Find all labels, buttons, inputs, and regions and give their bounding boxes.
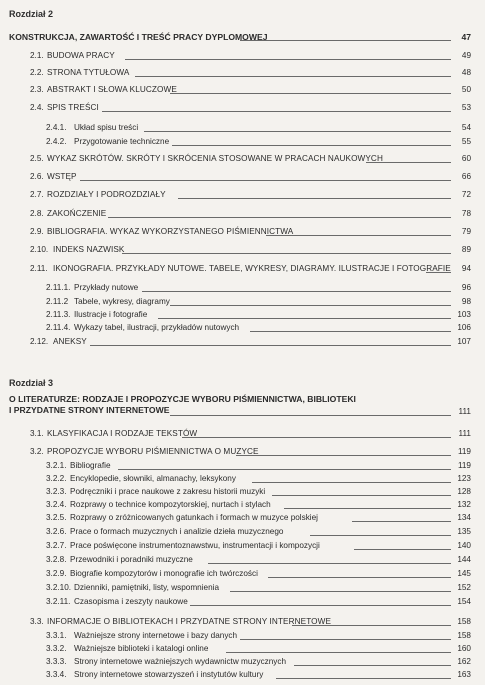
toc-entry-text: WSTĘP [47, 172, 77, 181]
dot-leader [250, 331, 451, 332]
toc-entry-number: 2.11.1. [46, 283, 71, 292]
toc-entry-3-3-4[interactable] [0, 669, 485, 681]
toc-entry-3-3-2[interactable] [0, 643, 485, 655]
toc-entry-2-4[interactable] [0, 102, 485, 114]
toc-entry-3-2-5[interactable] [0, 512, 485, 524]
toc-page-number: 111 [458, 407, 471, 416]
toc-entry-3-2-8[interactable] [0, 554, 485, 566]
toc-entry-2-10[interactable] [0, 244, 485, 256]
dot-leader [252, 482, 451, 483]
toc-entry-text: Układ spisu treści [74, 123, 139, 132]
dot-leader [144, 131, 451, 132]
toc-entry-number: 2.4.1. [46, 123, 67, 132]
dot-leader [118, 469, 451, 470]
toc-entry-text: Tabele, wykresy, diagramy [74, 297, 170, 306]
dot-leader [284, 508, 451, 509]
dot-leader [366, 162, 451, 163]
toc-page-number: 78 [461, 209, 471, 218]
toc-entry-2-8[interactable] [0, 208, 485, 220]
toc-page-number: 49 [461, 51, 471, 60]
toc-entry-number: 2.2. [30, 68, 44, 77]
toc-entry-number: 3.2.11. [46, 597, 71, 606]
toc-entry-number: 2.12. [30, 337, 49, 346]
toc-entry-number: 2.7. [30, 190, 44, 199]
dot-leader [190, 605, 451, 606]
toc-page-number: 158 [457, 617, 471, 626]
toc-entry-2-11-3[interactable] [0, 309, 485, 321]
dot-leader [354, 549, 451, 550]
toc-page-number: 94 [461, 264, 471, 273]
toc-entry-2-12[interactable] [0, 336, 485, 348]
toc-page-number: 144 [457, 555, 471, 564]
toc-page-number: 152 [457, 583, 471, 592]
toc-entry-text: INDEKS NAZWISK [53, 245, 125, 254]
toc-page-number: 106 [457, 323, 471, 332]
toc-entry-3-2-10[interactable] [0, 582, 485, 594]
toc-page-number: 107 [457, 337, 471, 346]
toc-page-number: 158 [457, 631, 471, 640]
dot-leader [80, 180, 451, 181]
toc-entry-number: 2.10. [30, 245, 49, 254]
toc-page-number: 140 [457, 541, 471, 550]
toc-entry-2-11-4[interactable] [0, 322, 485, 334]
dot-leader [266, 235, 451, 236]
toc-entry-2-2[interactable] [0, 67, 485, 79]
toc-entry-3-2-1[interactable] [0, 460, 485, 472]
toc-entry-number: 2.11. [30, 264, 48, 273]
toc-page-number: 134 [457, 513, 471, 522]
dot-leader [142, 291, 451, 292]
toc-entry-3-3-1[interactable] [0, 630, 485, 642]
toc-entry-text: ZAKOŃCZENIE [47, 209, 107, 218]
dot-leader [226, 652, 451, 653]
dot-leader [240, 639, 451, 640]
dot-leader [135, 76, 451, 77]
dot-leader [102, 111, 451, 112]
dot-leader [310, 535, 451, 536]
toc-entry-number: 2.4.2. [46, 137, 67, 146]
toc-entry-chapter-3-title[interactable] [0, 394, 485, 418]
toc-entry-text: Przykłady nutowe [74, 283, 139, 292]
dot-leader [240, 40, 451, 41]
dot-leader [170, 93, 451, 94]
dot-leader [170, 415, 451, 416]
toc-entry-number: 3.3. [30, 617, 44, 626]
toc-entry-text: Wykazy tabel, ilustracji, przykładów nutowych [74, 323, 240, 332]
toc-entry-number: 3.2.2. [46, 474, 67, 483]
dot-leader [158, 318, 451, 319]
toc-entry-text: ANEKSY [53, 337, 87, 346]
toc-entry-number: 2.11.4. [46, 323, 71, 332]
toc-entry-text: WYKAZ SKRÓTÓW. SKRÓTY I SKRÓCENIA STOSOWANE W PRACACH NAUKOWYCH [47, 154, 383, 163]
toc-entry-text: Biografie kompozytorów i monografie ich twórczości [70, 569, 258, 578]
toc-entry-number: 3.2. [30, 447, 44, 456]
toc-entry-number: 3.2.4. [46, 500, 67, 509]
toc-page-number: 154 [457, 597, 471, 606]
toc-entry-number: 3.2.6. [46, 527, 67, 536]
toc-entry-2-7[interactable] [0, 189, 485, 201]
toc-entry-3-1[interactable] [0, 428, 485, 440]
toc-entry-number: 2.9. [30, 227, 44, 236]
toc-page-number: 72 [461, 190, 471, 199]
toc-page-number: 128 [457, 487, 471, 496]
toc-entry-number: 2.1. [30, 51, 44, 60]
toc-entry-text: Podręczniki i prace naukowe z zakresu historii muzyki [70, 487, 266, 496]
toc-entry-number: 2.8. [30, 209, 44, 218]
toc-entry-text: Rozprawy o technice kompozytorskiej, nurtach i stylach [70, 500, 271, 509]
toc-entry-number: 3.3.3. [46, 657, 67, 666]
toc-entry-2-11-2[interactable] [0, 296, 485, 308]
toc-page-number: 119 [457, 447, 471, 456]
toc-entry-2-11-1[interactable] [0, 282, 485, 294]
toc-entry-number: 2.6. [30, 172, 44, 181]
toc-entry-3-3[interactable] [0, 616, 485, 628]
toc-entry-3-2-9[interactable] [0, 568, 485, 580]
toc-entry-3-2-11[interactable] [0, 596, 485, 608]
toc-entry-3-2[interactable] [0, 446, 485, 458]
toc-entry-text: Ważniejsze biblioteki i katalogi online [74, 644, 209, 653]
toc-entry-number: 3.3.2. [46, 644, 67, 653]
toc-page-number: 53 [461, 103, 471, 112]
toc-page-number: 123 [457, 474, 471, 483]
chapter-2-heading: Rozdział 2 [9, 9, 54, 19]
toc-page-number: 119 [457, 461, 471, 470]
toc-entry-3-2-7[interactable] [0, 540, 485, 552]
dot-leader [170, 305, 451, 306]
toc-entry-number: 3.3.4. [46, 670, 67, 679]
dot-leader [276, 678, 451, 679]
toc-page-number: 135 [457, 527, 471, 536]
toc-entry-text: Czasopisma i zeszyty naukowe [74, 597, 188, 606]
toc-entry-number: 3.1. [30, 429, 44, 438]
toc-page-number: 50 [461, 85, 471, 94]
toc-entry-2-4-1[interactable] [0, 122, 485, 134]
toc-entry-3-2-6[interactable] [0, 526, 485, 538]
dot-leader [125, 59, 451, 60]
toc-page-number: 111 [458, 429, 471, 438]
toc-page-number: 145 [457, 569, 471, 578]
toc-entry-text: BUDOWA PRACY [47, 51, 115, 60]
dot-leader [292, 625, 451, 626]
toc-entry-text: Bibliografie [70, 461, 111, 470]
toc-entry-text: Przygotowanie techniczne [74, 137, 170, 146]
toc-page-number: 54 [461, 123, 471, 132]
toc-page-number: 55 [461, 137, 471, 146]
toc-entry-3-2-3[interactable] [0, 486, 485, 498]
toc-entry-text: INFORMACJE O BIBLIOTEKACH I PRZYDATNE STRONY INTERNETOWE [47, 617, 332, 626]
toc-entry-text: PROPOZYCJE WYBORU PIŚMIENNICTWA O MUZYCE [47, 447, 259, 456]
toc-entry-number: 3.2.1. [46, 461, 67, 470]
toc-entry-text: IKONOGRAFIA. PRZYKŁADY NUTOWE. TABELE, WYKRESY, DIAGRAMY. ILUSTRACJE I FOTOGRAFIE [53, 264, 451, 273]
dot-leader [268, 577, 451, 578]
toc-entry-number: 2.11.3. [46, 310, 71, 319]
toc-entry-text: Przewodniki i poradniki muzyczne [70, 555, 193, 564]
toc-entry-chapter-2-title[interactable] [0, 31, 485, 43]
toc-entry-text: Ilustracje i fotografie [74, 310, 148, 319]
toc-page-number: 162 [457, 657, 471, 666]
toc-entry-3-2-2[interactable] [0, 473, 485, 485]
dot-leader [272, 495, 451, 496]
toc-entry-number: 3.2.5. [46, 513, 67, 522]
toc-entry-text: Strony internetowe ważniejszych wydawnictw muzycznych [74, 657, 287, 666]
toc-entry-text: ABSTRAKT I SŁOWA KLUCZOWE [47, 85, 177, 94]
dot-leader [182, 437, 451, 438]
toc-entry-text-line-1: O LITERATURZE: RODZAJE I PROPOZYCJE WYBORU PIŚMIENNICTWA, BIBLIOTEKI [9, 394, 356, 404]
toc-entry-text-line-2: I PRZYDATNE STRONY INTERNETOWE [9, 405, 170, 415]
toc-entry-number: 2.4. [30, 103, 44, 112]
toc-entry-2-11[interactable] [0, 263, 485, 275]
toc-page-number: 96 [461, 283, 471, 292]
dot-leader [208, 563, 451, 564]
dot-leader [426, 272, 451, 273]
toc-entry-number: 2.5. [30, 154, 44, 163]
dot-leader [294, 665, 451, 666]
toc-page-number: 79 [461, 227, 471, 236]
toc-page-number: 47 [461, 32, 471, 42]
toc-entry-text: KONSTRUKCJA, ZAWARTOŚĆ I TREŚĆ PRACY DYPLOMOWEJ [9, 32, 268, 42]
toc-entry-text: ROZDZIAŁY I PODROZDZIAŁY [47, 190, 166, 199]
toc-page-number: 132 [457, 500, 471, 509]
toc-entry-2-6[interactable] [0, 171, 485, 183]
toc-entry-3-3-3[interactable] [0, 656, 485, 668]
toc-entry-text: Strony internetowe stowarzyszeń i instytutów kultury [74, 670, 264, 679]
toc-entry-2-5[interactable] [0, 153, 485, 165]
toc-entry-text: Rozprawy o zróżnicowanych gatunkach i formach w muzyce polskiej [70, 513, 319, 522]
toc-entry-number: 2.3. [30, 85, 44, 94]
dot-leader [236, 455, 451, 456]
dot-leader [108, 217, 451, 218]
toc-page-number: 89 [461, 245, 471, 254]
toc-entry-text: Dzienniki, pamiętniki, listy, wspomnienia [74, 583, 220, 592]
toc-page-number: 103 [457, 310, 471, 319]
toc-page-number: 66 [461, 172, 471, 181]
dot-leader [178, 198, 451, 199]
toc-entry-2-3[interactable] [0, 84, 485, 96]
toc-entry-number: 3.2.7. [46, 541, 67, 550]
toc-entry-text: KLASYFIKACJA I RODZAJE TEKSTÓW [47, 429, 198, 438]
toc-entry-number: 3.3.1. [46, 631, 67, 640]
toc-entry-2-4-2[interactable] [0, 136, 485, 148]
toc-entry-text: Prace poświęcone instrumentoznawstwu, instrumentacji i kompozycji [70, 541, 320, 550]
toc-page-number: 163 [457, 670, 471, 679]
dot-leader [90, 345, 451, 346]
toc-entry-number: 3.2.8. [46, 555, 67, 564]
dot-leader [230, 591, 451, 592]
toc-entry-number: 2.11.2 [46, 297, 69, 306]
toc-entry-number: 3.2.3. [46, 487, 67, 496]
toc-entry-2-9[interactable] [0, 226, 485, 238]
toc-entry-text: BIBLIOGRAFIA. WYKAZ WYKORZYSTANEGO PIŚMIENNICTWA [47, 227, 294, 236]
toc-page-number: 160 [457, 644, 471, 653]
dot-leader [122, 253, 451, 254]
dot-leader [352, 521, 451, 522]
toc-page-number: 98 [461, 297, 471, 306]
toc-entry-number: 3.2.10. [46, 583, 72, 592]
dot-leader [172, 145, 451, 146]
toc-entry-text: Ważniejsze strony internetowe i bazy danych [74, 631, 238, 640]
toc-page-number: 60 [461, 154, 471, 163]
toc-entry-text: SPIS TREŚCI [47, 103, 99, 112]
toc-entry-3-2-4[interactable] [0, 499, 485, 511]
toc-entry-text: Prace o formach muzycznych i analizie dzieła muzycznego [70, 527, 284, 536]
chapter-3-heading: Rozdział 3 [9, 378, 54, 388]
toc-entry-text: STRONA TYTUŁOWA [47, 68, 130, 77]
toc-entry-text: Encyklopedie, słowniki, almanachy, leksykony [70, 474, 236, 483]
toc-entry-2-1[interactable] [0, 50, 485, 62]
toc-entry-number: 3.2.9. [46, 569, 67, 578]
toc-page-number: 48 [461, 68, 471, 77]
